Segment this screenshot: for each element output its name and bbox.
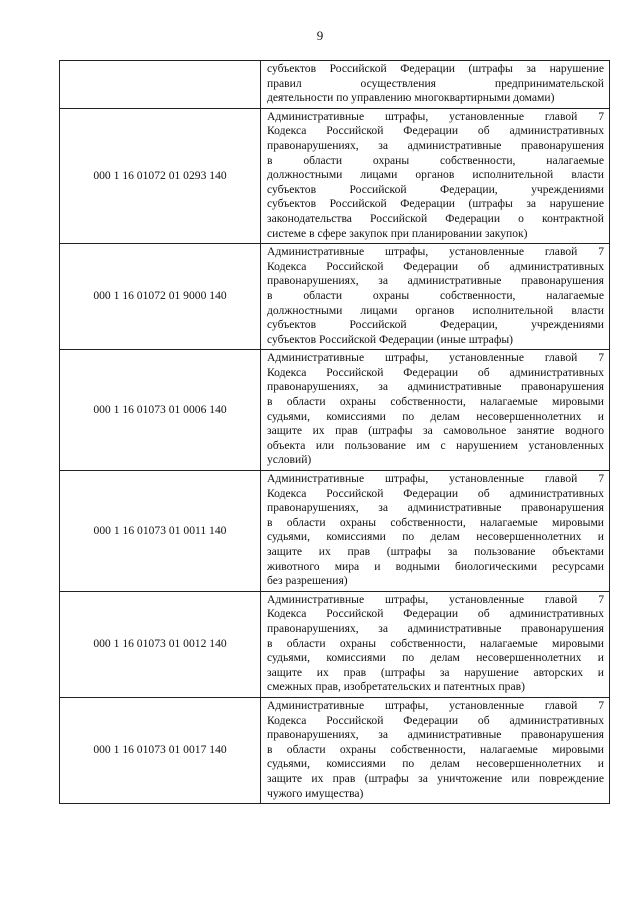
table-body [60, 61, 610, 804]
description-line: смежных прав, изобретательских и патентных прав) [267, 680, 525, 694]
description-line: объекта или пользование им с нарушением установленных [267, 438, 604, 452]
budget-classification-code: 000 1 16 01072 01 0293 140 [60, 108, 261, 243]
description-line: правонарушениях, за административные правонарушения [267, 621, 604, 635]
description-line: субъектов Российской Федерации (штрафы за нарушение [267, 197, 604, 211]
description-line: в области охраны собственности, налагаемые мировыми [267, 742, 604, 756]
table-row [60, 244, 610, 350]
description-line: субъектов Российской Федерации (иные штрафы) [267, 332, 513, 346]
budget-codes-table [59, 60, 610, 804]
description-line: должностными лицами органов исполнительной власти [267, 168, 604, 182]
description-line: в области охраны собственности, налагаемые мировыми [267, 395, 604, 409]
description-line: Административные штрафы, установленные главой 7 [267, 472, 604, 486]
description-line: Кодекса Российской Федерации об административных [267, 607, 604, 621]
description-line: субъектов Российской Федерации, учреждениями [267, 182, 604, 196]
revenue-description [261, 244, 610, 350]
revenue-description [261, 471, 610, 592]
budget-classification-code: 000 1 16 01073 01 0017 140 [60, 697, 261, 803]
revenue-description [261, 697, 610, 803]
description-line: Кодекса Российской Федерации об административных [267, 124, 604, 138]
description-line: правонарушениях, за административные правонарушения [267, 138, 604, 152]
description-line: Административные штрафы, установленные главой 7 [267, 109, 604, 123]
description-line: защите их прав (штрафы за пользование объектами [267, 545, 604, 558]
revenue-description [261, 591, 610, 697]
description-line: Кодекса Российской Федерации об административных [267, 259, 604, 273]
description-line: Кодекса Российской Федерации об административных [267, 713, 604, 727]
description-line: правонарушениях, за административные правонарушения [267, 728, 604, 742]
description-line: в области охраны собственности, налагаемые [267, 153, 604, 167]
description-line: Кодекса Российской Федерации об административных [267, 486, 604, 500]
description-line: правонарушениях, за административные правонарушения [267, 274, 604, 288]
description-line: субъектов Российской Федерации, учреждениями [267, 318, 604, 332]
description-line: защите их прав (штрафы за уничтожение или повреждение [267, 771, 604, 785]
description-line: Административные штрафы, установленные главой 7 [267, 698, 604, 712]
budget-classification-code: 000 1 16 01073 01 0011 140 [60, 471, 261, 592]
description-line: судьями, комиссиями по делам несовершеннолетних и [267, 651, 604, 665]
table-row [60, 108, 610, 243]
description-line: животного мира и водными биологическими ресурсами [267, 559, 604, 573]
table-row [60, 697, 610, 803]
description-line: Административные штрафы, установленные главой 7 [267, 351, 604, 365]
revenue-description [261, 350, 610, 471]
budget-classification-code: 000 1 16 01073 01 0012 140 [60, 591, 261, 697]
description-line: Административные штрафы, установленные главой 7 [267, 245, 604, 259]
description-line: судьями, комиссиями по делам несовершеннолетних и [267, 409, 604, 423]
description-line: в области охраны собственности, налагаемые мировыми [267, 636, 604, 650]
table-row [60, 591, 610, 697]
description-line: в области охраны собственности, налагаемые [267, 288, 604, 302]
description-line: субъектов Российской Федерации (штрафы за нарушение [267, 62, 604, 75]
table-row [60, 61, 610, 109]
description-line: Административные штрафы, установленные главой 7 [267, 592, 604, 606]
description-line: условий) [267, 453, 312, 467]
description-line: без разрешения) [267, 574, 348, 588]
budget-classification-code: 000 1 16 01073 01 0006 140 [60, 350, 261, 471]
description-line: судьями, комиссиями по делам несовершеннолетних и [267, 530, 604, 544]
description-line: в области охраны собственности, налагаемые мировыми [267, 515, 604, 529]
budget-classification-code: 000 1 16 01072 01 9000 140 [60, 244, 261, 350]
description-line: защите их прав (штрафы за нарушение авторских и [267, 665, 604, 679]
description-line: защите их прав (штрафы за самовольное занятие водного [267, 424, 604, 438]
table-row [60, 350, 610, 471]
table-row [60, 471, 610, 592]
description-line: правонарушениях, за административные правонарушения [267, 501, 604, 515]
description-line: законодательства Российской Федерации о контрактной [267, 211, 604, 225]
description-line: чужого имущества) [267, 786, 364, 800]
revenue-description [261, 108, 610, 243]
description-line: должностными лицами органов исполнительной власти [267, 303, 604, 317]
description-line: правил осуществления предпринимательской [267, 76, 604, 90]
revenue-description [261, 61, 610, 109]
budget-classification-code [60, 61, 261, 109]
page-number: 9 [316, 28, 324, 43]
description-line: судьями, комиссиями по делам несовершеннолетних и [267, 757, 604, 771]
description-line: Кодекса Российской Федерации об административных [267, 365, 604, 379]
description-line: системе в сфере закупок при планировании закупок) [267, 226, 528, 240]
description-line: деятельности по управлению многоквартирными домами) [267, 91, 555, 105]
description-line: правонарушениях, за административные правонарушения [267, 380, 604, 394]
